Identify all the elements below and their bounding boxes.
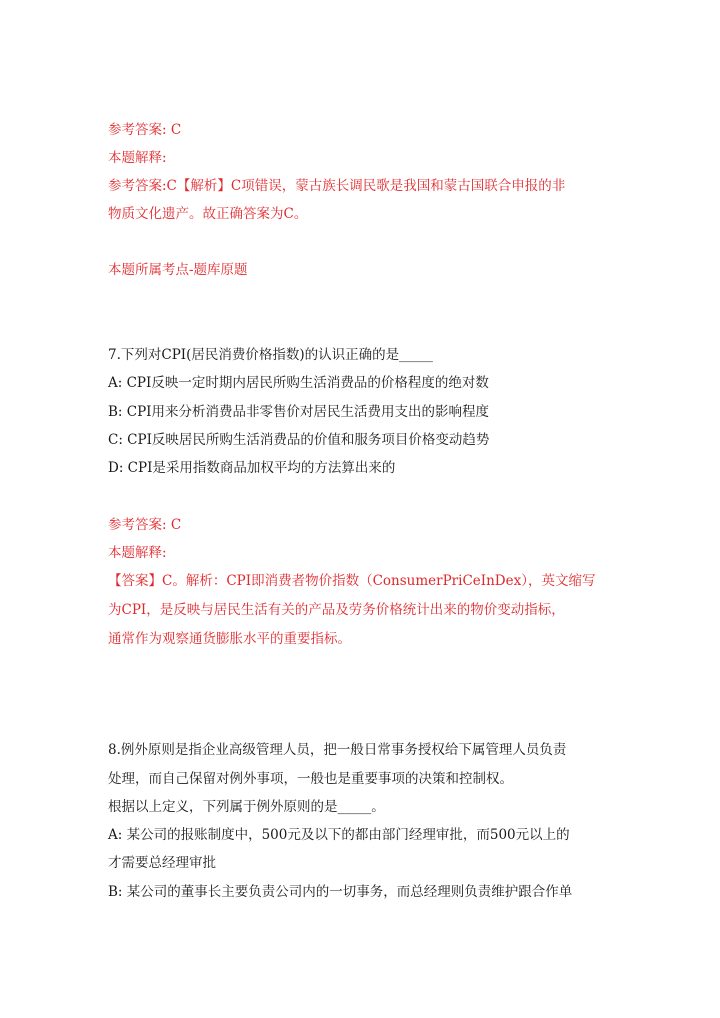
q6-explain-line-2: 物质文化遗产。故正确答案为C。 — [108, 206, 308, 222]
q6-explain-label: 本题解释: — [108, 150, 167, 166]
q6-source: 本题所属考点-题库原题 — [108, 262, 248, 278]
q7-option-c: C: CPI反映居民所购生活消费品的价值和服务项目价格变动趋势 — [108, 432, 490, 448]
q6-explain-line-1: 参考答案:C【解析】C项错误，蒙古族长调民歌是我国和蒙古国联合申报的非 — [108, 178, 566, 194]
q7-explain-line-3: 通常作为观察通货膨胀水平的重要指标。 — [108, 631, 351, 647]
q7-explain-label: 本题解释: — [108, 545, 167, 561]
q7-option-a: A: CPI反映一定时期内居民所购生活消费品的价格程度的绝对数 — [108, 375, 489, 391]
q7-option-b: B: CPI用来分析消费品非零售价对居民生活费用支出的影响程度 — [108, 404, 490, 420]
q7-answer: 参考答案: C — [108, 517, 182, 533]
q8-option-a-line-1: A: 某公司的报账制度中，500元及以下的都由部门经理审批，而500元以上的 — [108, 827, 570, 843]
q8-option-a-line-2: 才需要总经理审批 — [108, 855, 216, 871]
q8-stem-line-3: 根据以上定义，下列属于例外原则的是_____。 — [108, 799, 385, 815]
q7-stem: 7.下列对CPI(居民消费价格指数)的认识正确的是_____ — [108, 347, 433, 363]
q8-stem-line-1: 8.例外原则是指企业高级管理人员，把一般日常事务授权给下属管理人员负责 — [108, 742, 567, 758]
q6-answer: 参考答案: C — [108, 122, 182, 138]
q8-option-b-line-1: B: 某公司的董事长主要负责公司内的一切事务，而总经理则负责维护跟合作单 — [108, 884, 573, 900]
q8-stem-line-2: 处理，而自己保留对例外事项，一般也是重要事项的决策和控制权。 — [108, 771, 513, 787]
q7-option-d: D: CPI是采用指数商品加权平均的方法算出来的 — [108, 460, 396, 476]
q7-explain-line-1: 【答案】C。解析：CPI即消费者物价指数（ConsumerPriCeInDex），英文缩写 — [108, 573, 596, 589]
q7-explain-line-2: 为CPI，是反映与居民生活有关的产品及劳务价格统计出来的物价变动指标， — [108, 602, 565, 618]
